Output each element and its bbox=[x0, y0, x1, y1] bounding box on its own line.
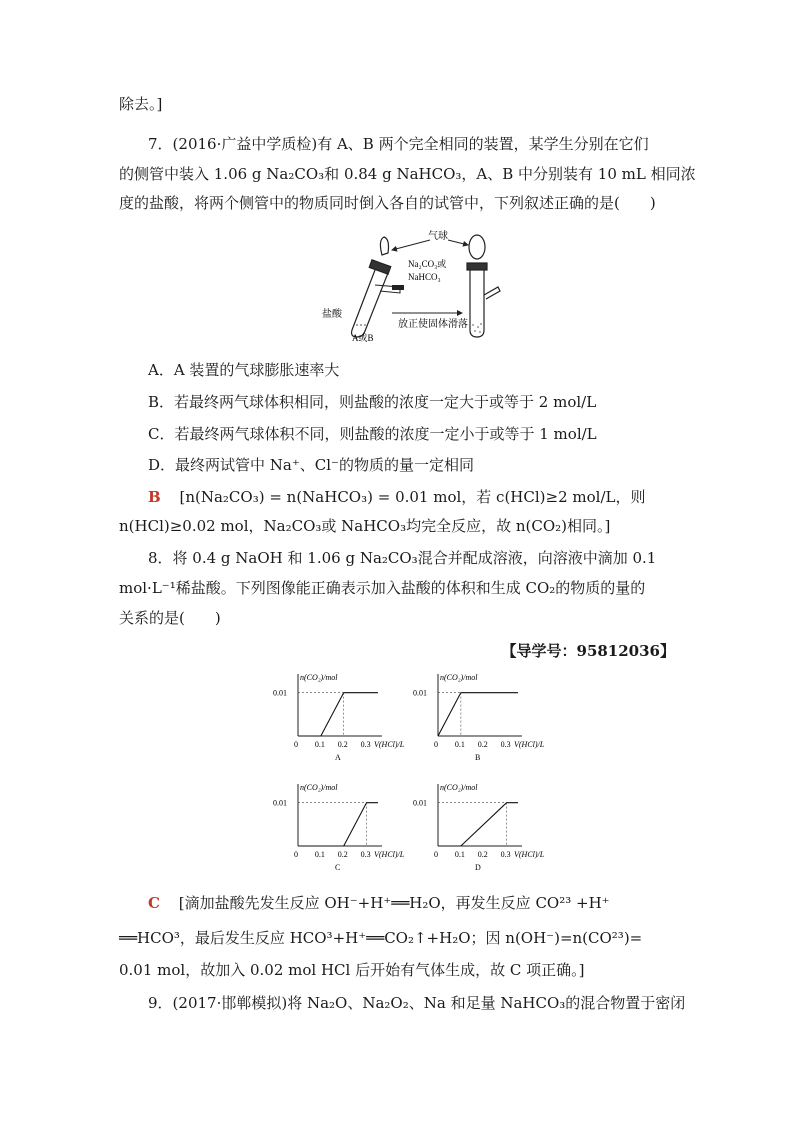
reagent-label-1: Na₂CO₃或 bbox=[408, 259, 447, 269]
answer-8 bbox=[148, 893, 610, 913]
x-tick-label: 0 bbox=[294, 740, 298, 749]
y-axis-label: n(CO₂)/mol bbox=[440, 783, 478, 792]
reagent-label-2: NaHCO₃ bbox=[408, 272, 441, 282]
x-tick-label: 0.3 bbox=[500, 740, 511, 749]
y-tick-label: 0.01 bbox=[273, 798, 287, 808]
y-tick-label: 0.01 bbox=[413, 688, 427, 698]
answer-8-line3: 0.01 mol，故加入 0.02 mol HCl 后开始有气体生成，故 C 项正确。] bbox=[119, 961, 585, 979]
right-tube bbox=[467, 235, 500, 337]
y-tick-label: 0.01 bbox=[273, 688, 287, 698]
apparatus-figure bbox=[320, 225, 510, 345]
x-tick-label: 0.2 bbox=[477, 850, 488, 859]
guide-number: 【导学号：95812036】 bbox=[501, 642, 675, 660]
option-b: B．若最终两气球体积相同，则盐酸的浓度一定大于或等于 2 mol/L bbox=[148, 393, 597, 411]
x-tick-label: 0.1 bbox=[454, 850, 465, 859]
x-axis-label: V(HCl)/L bbox=[374, 740, 405, 749]
chart-title: D bbox=[475, 863, 481, 872]
option-a: A．A 装置的气球膨胀速率大 bbox=[148, 361, 340, 379]
y-axis-label: n(CO₂)/mol bbox=[300, 673, 338, 682]
answer-8-text: [滴加盐酸先发生反应 OH⁻+H⁺══H₂O，再发生反应 CO²³ +H⁺ bbox=[178, 894, 610, 912]
right-tube-liquid bbox=[472, 323, 482, 333]
chart-c bbox=[268, 780, 408, 880]
x-tick-label: 0.2 bbox=[477, 740, 488, 749]
option-c: C．若最终两气球体积不同，则盐酸的浓度一定小于或等于 1 mol/L bbox=[148, 425, 597, 443]
q7-line2: 的侧管中装入 1.06 g Na₂CO₃和 0.84 g NaHCO₃，A、B 中分别装有 10 mL 相同浓 bbox=[119, 165, 696, 183]
chart-a bbox=[268, 670, 408, 770]
chart-title: B bbox=[475, 753, 481, 762]
y-axis-label: n(CO₂)/mol bbox=[300, 783, 338, 792]
x-tick-label: 0 bbox=[294, 850, 298, 859]
x-tick-label: 0.3 bbox=[360, 850, 371, 859]
x-tick-label: 0.2 bbox=[337, 850, 348, 859]
y-axis-label: n(CO₂)/mol bbox=[440, 673, 478, 682]
x-tick-label: 0 bbox=[434, 850, 438, 859]
x-tick-label: 0.3 bbox=[500, 850, 511, 859]
process-label: 放正使固体滑落 bbox=[398, 319, 468, 330]
solid-reagent bbox=[392, 285, 404, 290]
series-line bbox=[438, 693, 518, 736]
arrow-right bbox=[448, 240, 468, 245]
series-line bbox=[438, 803, 518, 846]
chart-title: A bbox=[335, 753, 341, 762]
answer-7 bbox=[148, 487, 645, 507]
x-axis-label: V(HCl)/L bbox=[514, 850, 545, 859]
series-line bbox=[298, 693, 378, 736]
q8-line2: mol·L⁻¹稀盐酸。下列图像能正确表示加入盐酸的体积和生成 CO₂的物质的量的 bbox=[119, 579, 646, 597]
balloon-label: 气球 bbox=[428, 231, 448, 242]
q8-line3: 关系的是( ) bbox=[119, 609, 221, 627]
q9-line1: 9．(2017·邯郸模拟)将 Na₂O、Na₂O₂、Na 和足量 NaHCO₃的混合物置于密闭 bbox=[148, 994, 686, 1012]
q7-line3: 度的盐酸，将两个侧管中的物质同时倒入各自的试管中，下列叙述正确的是( ) bbox=[119, 194, 656, 212]
answer-7-line2: n(HCl)≥0.02 mol，Na₂CO₃或 NaHCO₃均完全反应，故 n(CO₂)相同。] bbox=[119, 517, 611, 535]
answer-7-letter: B bbox=[148, 488, 161, 506]
acid-label: 盐酸 bbox=[322, 309, 342, 320]
arrow-left bbox=[392, 240, 430, 250]
x-tick-label: 0.3 bbox=[360, 740, 371, 749]
x-tick-label: 0.2 bbox=[337, 740, 348, 749]
x-tick-label: 0.1 bbox=[454, 740, 465, 749]
x-tick-label: 0.1 bbox=[314, 740, 325, 749]
answer-7-text: [n(Na₂CO₃) = n(NaHCO₃) = 0.01 mol，若 c(HCl)≥2 mol/L，则 bbox=[179, 488, 646, 506]
x-axis-label: V(HCl)/L bbox=[374, 850, 405, 859]
chart-b bbox=[408, 670, 548, 770]
q8-line1: 8．将 0.4 g NaOH 和 1.06 g Na₂CO₃混合并配成溶液，向溶液中滴加 0.1 bbox=[148, 549, 657, 567]
x-tick-label: 0 bbox=[434, 740, 438, 749]
left-tube bbox=[352, 237, 391, 337]
text-line: 除去。] bbox=[119, 95, 163, 113]
series-line bbox=[298, 803, 378, 846]
chart-title: C bbox=[335, 863, 341, 872]
chart-d bbox=[408, 780, 548, 880]
x-axis-label: V(HCl)/L bbox=[514, 740, 545, 749]
answer-8-letter: C bbox=[148, 894, 160, 912]
y-tick-label: 0.01 bbox=[413, 798, 427, 808]
answer-8-line2: ══HCO³，最后发生反应 HCO³+H⁺══CO₂↑+H₂O；因 n(OH⁻)=n(CO²³)= bbox=[119, 929, 643, 947]
ab-label: A或B bbox=[352, 333, 374, 343]
option-d: D．最终两试管中 Na⁺、Cl⁻的物质的量一定相同 bbox=[148, 456, 474, 474]
x-tick-label: 0.1 bbox=[314, 850, 325, 859]
q7-line1: 7．(2016·广益中学质检)有 A、B 两个完全相同的装置，某学生分别在它们 bbox=[148, 135, 649, 153]
